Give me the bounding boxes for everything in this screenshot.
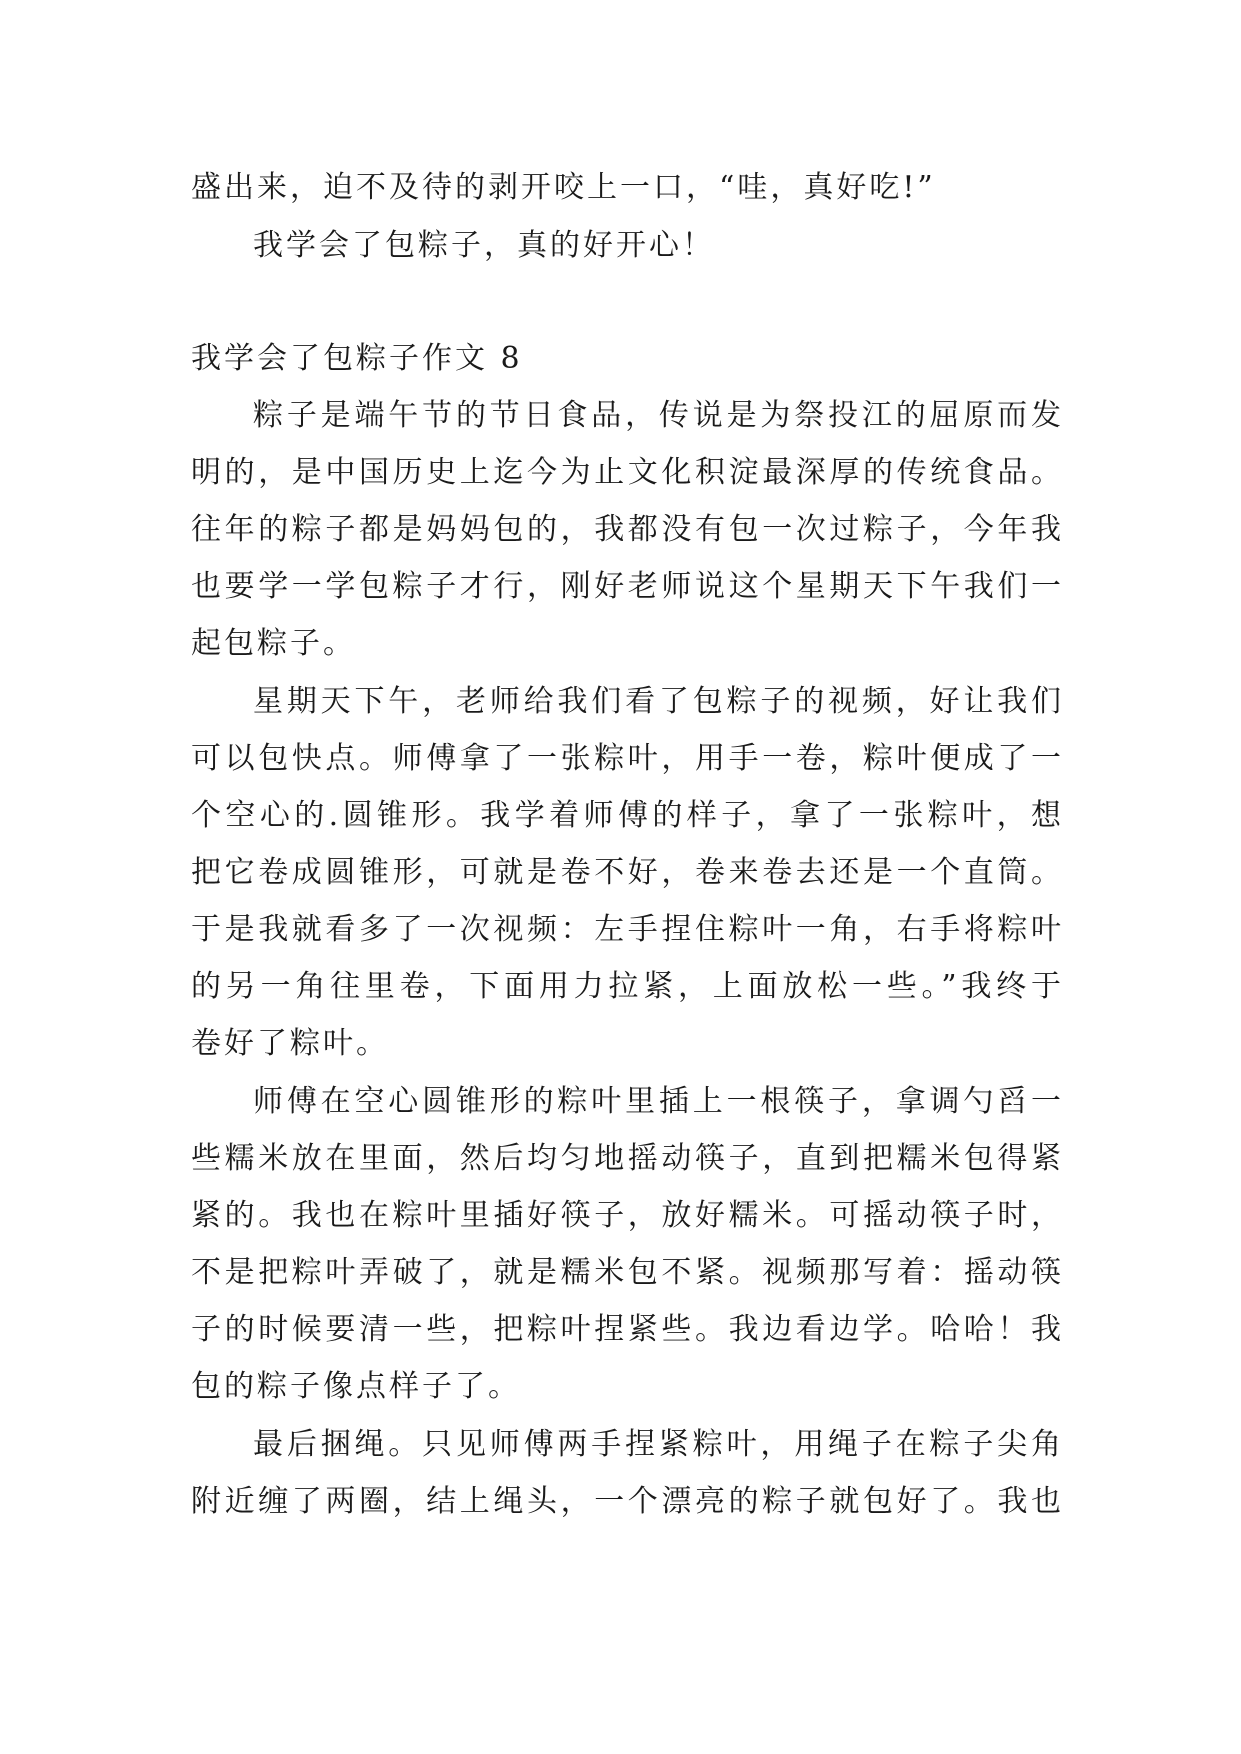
text-line: 我学会了包粽子，真的好开心！: [253, 228, 715, 263]
text-line: 些糯米放在里面，然后均匀地摇动筷子，直到把糯米包得紧: [191, 1141, 1061, 1176]
section-heading: 我学会了包粽子作文 8: [191, 341, 523, 376]
text-line: 紧的。我也在粽叶里插好筷子，放好糯米。可摇动筷子时，: [191, 1198, 1061, 1233]
text-line: 子的时候要清一些，把粽叶捏紧些。我边看边学。哈哈！我: [191, 1312, 1061, 1347]
text-line: 包的粽子像点样子了。: [191, 1369, 521, 1404]
text-line: 往年的粽子都是妈妈包的，我都没有包一次过粽子，今年我: [191, 512, 1061, 547]
text-line: 也要学一学包粽子才行，刚好老师说这个星期天下午我们一: [191, 569, 1061, 604]
text-line: 粽子是端午节的节日食品，传说是为祭投江的屈原而发: [253, 398, 1061, 433]
text-line: 附近缠了两圈，结上绳头，一个漂亮的粽子就包好了。我也: [191, 1484, 1061, 1519]
text-line: 起包粽子。: [191, 626, 356, 661]
text-line: 不是把粽叶弄破了，就是糯米包不紧。视频那写着：摇动筷: [191, 1255, 1061, 1290]
text-line: 星期天下午，老师给我们看了包粽子的视频，好让我们: [253, 684, 1061, 719]
text-line: 的另一角往里卷，下面用力拉紧，上面放松一些。”我终于: [191, 969, 1061, 1004]
text-line: 于是我就看多了一次视频：左手捏住粽叶一角，右手将粽叶: [191, 912, 1061, 947]
text-line: 卷好了粽叶。: [191, 1026, 389, 1061]
text-line: 最后捆绳。只见师傅两手捏紧粽叶，用绳子在粽子尖角: [253, 1427, 1061, 1462]
text-line: 把它卷成圆锥形，可就是卷不好，卷来卷去还是一个直筒。: [191, 855, 1061, 890]
text-line: 可以包快点。师傅拿了一张粽叶，用手一卷，粽叶便成了一: [191, 741, 1061, 776]
text-line: 明的，是中国历史上迄今为止文化积淀最深厚的传统食品。: [191, 455, 1061, 490]
text-line: 师傅在空心圆锥形的粽叶里插上一根筷子，拿调勺舀一: [253, 1084, 1061, 1119]
text-line: 盛出来，迫不及待的剥开咬上一口，“哇，真好吃!”: [191, 170, 936, 205]
text-line: 个空心的.圆锥形。我学着师傅的样子，拿了一张粽叶，想: [191, 798, 1061, 833]
